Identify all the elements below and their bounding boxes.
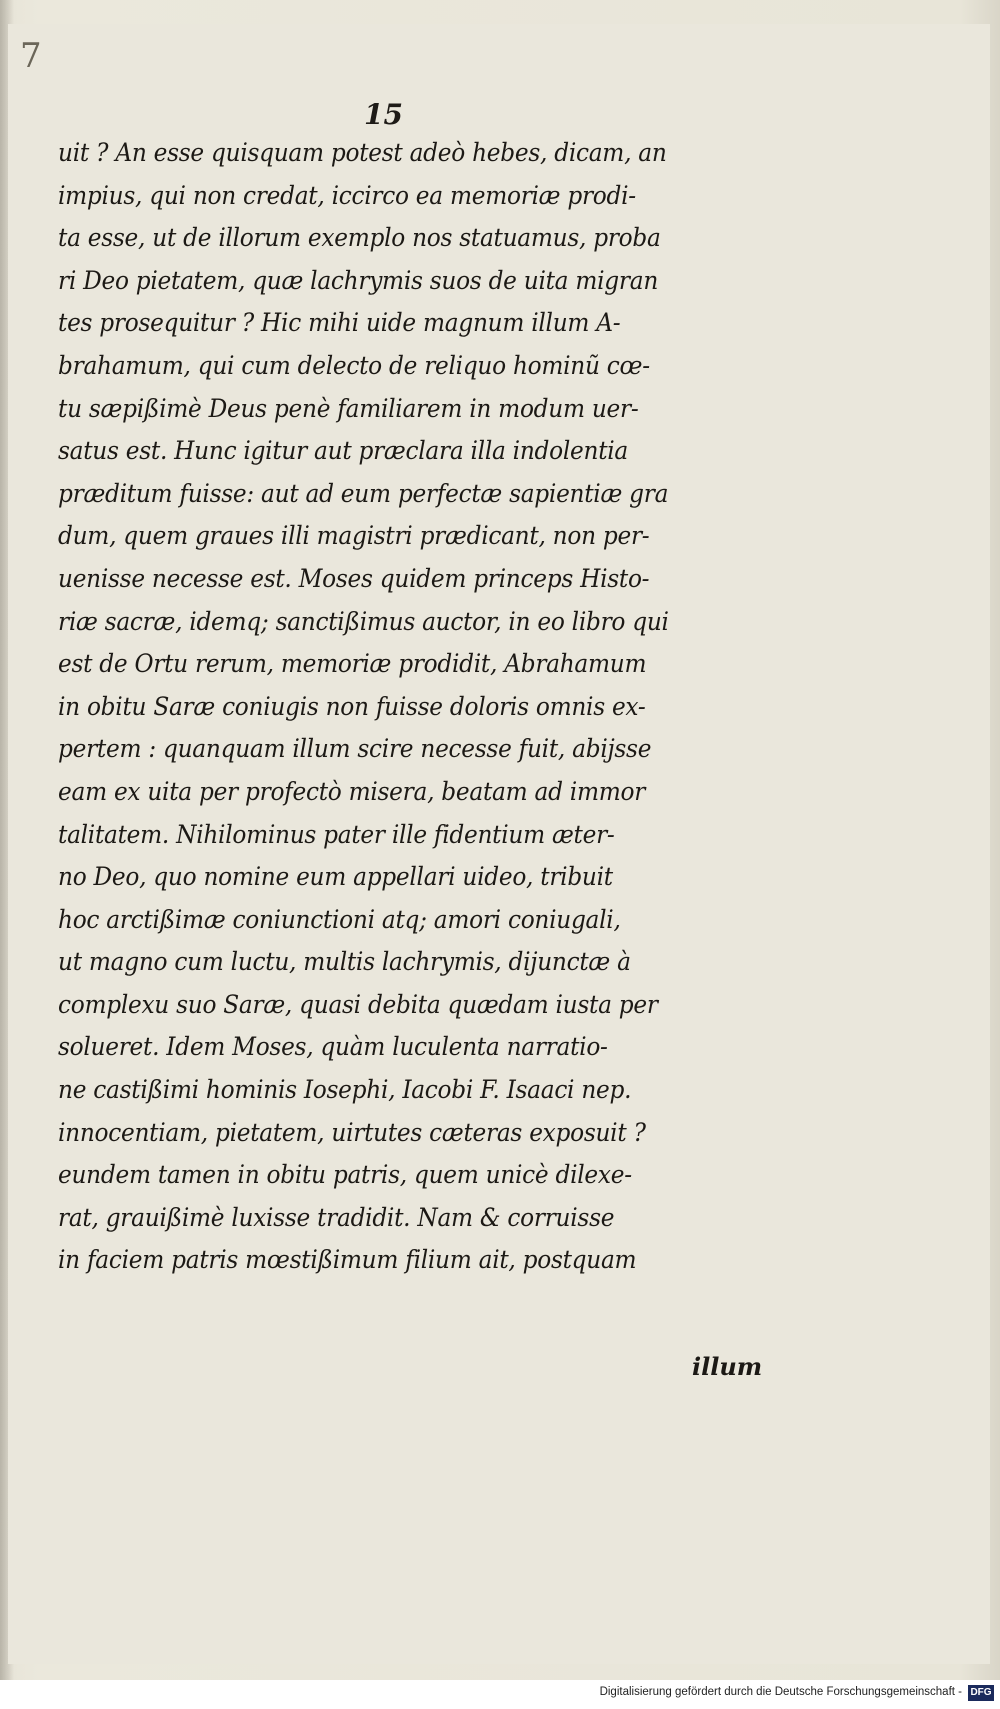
text-line: in obitu Saræ coniugis non fuisse doloris omnis ex- (58, 691, 646, 721)
text-line: riæ sacræ, idemq; sanctißimus auctor, in eo libro qui (58, 606, 669, 636)
text-line: solueret. Idem Moses, quàm luculenta narratio- (58, 1032, 608, 1062)
text-line: brahamum, qui cum delecto de reliquo hominũ cœ- (58, 350, 650, 380)
dfg-logo-icon: DFG (968, 1685, 994, 1701)
page-number: 15 (364, 98, 403, 131)
text-line: ta esse, ut de illorum exemplo nos statuamus, proba (58, 223, 661, 253)
corner-mark: 7 (20, 36, 42, 76)
text-line: eundem tamen in obitu patris, quem unicè dilexe- (58, 1160, 632, 1190)
text-line: ri Deo pietatem, quæ lachrymis suos de uita migran (58, 265, 659, 295)
text-line: præditum fuisse: aut ad eum perfectæ sapientiæ gra (58, 478, 669, 508)
text-line: hoc arctißimæ coniunctioni atq; amori coniugali, (58, 904, 621, 934)
text-line: no Deo, quo nomine eum appellari uideo, tribuit (58, 862, 613, 892)
text-line: ne castißimi hominis Iosephi, Iacobi F. Isaaci nep. (58, 1075, 632, 1105)
text-line: ut magno cum luctu, multis lachrymis, dijunctæ à (58, 947, 631, 977)
text-line: tes prosequitur ? Hic mihi uide magnum illum A- (58, 308, 621, 338)
funding-credit: Digitalisierung gefördert durch die Deutsche Forschungsgemeinschaft - (599, 1686, 962, 1698)
text-line: uit ? An esse quisquam potest adeò hebes, dicam, an (58, 138, 667, 167)
text-line: pertem : quanquam illum scire necesse fuit, abijsse (58, 734, 652, 764)
catchword: illum (692, 1352, 763, 1381)
footer-bar (0, 1680, 1000, 1709)
text-line: innocentiam, pietatem, uirtutes cæteras exposuit ? (58, 1117, 646, 1147)
text-line: est de Ortu rerum, memoriæ prodidit, Abrahamum (58, 649, 647, 679)
text-line: satus est. Hunc igitur aut præclara illa indolentia (58, 436, 629, 466)
text-line: complexu suo Saræ, quasi debita quædam iusta per (58, 989, 658, 1019)
text-line: talitatem. Nihilominus pater ille fidentium æter- (58, 819, 615, 849)
text-line: impius, qui non credat, iccirco ea memoriæ prodi- (58, 180, 636, 210)
text-line: dum, quem graues illi magistri prædicant, non per- (58, 521, 650, 551)
book-page (8, 24, 990, 1664)
text-line: tu sæpißimè Deus penè familiarem in modum uer- (58, 393, 639, 423)
text-line: uenisse necesse est. Moses quidem princeps Histo- (58, 563, 650, 593)
text-line: eam ex uita per profectò misera, beatam ad immor (58, 776, 646, 806)
text-block (58, 132, 778, 1282)
text-line: rat, grauißimè luxisse tradidit. Nam & corruisse (58, 1202, 615, 1232)
text-line: in faciem patris mœstißimum filium ait, postquam (58, 1245, 637, 1275)
